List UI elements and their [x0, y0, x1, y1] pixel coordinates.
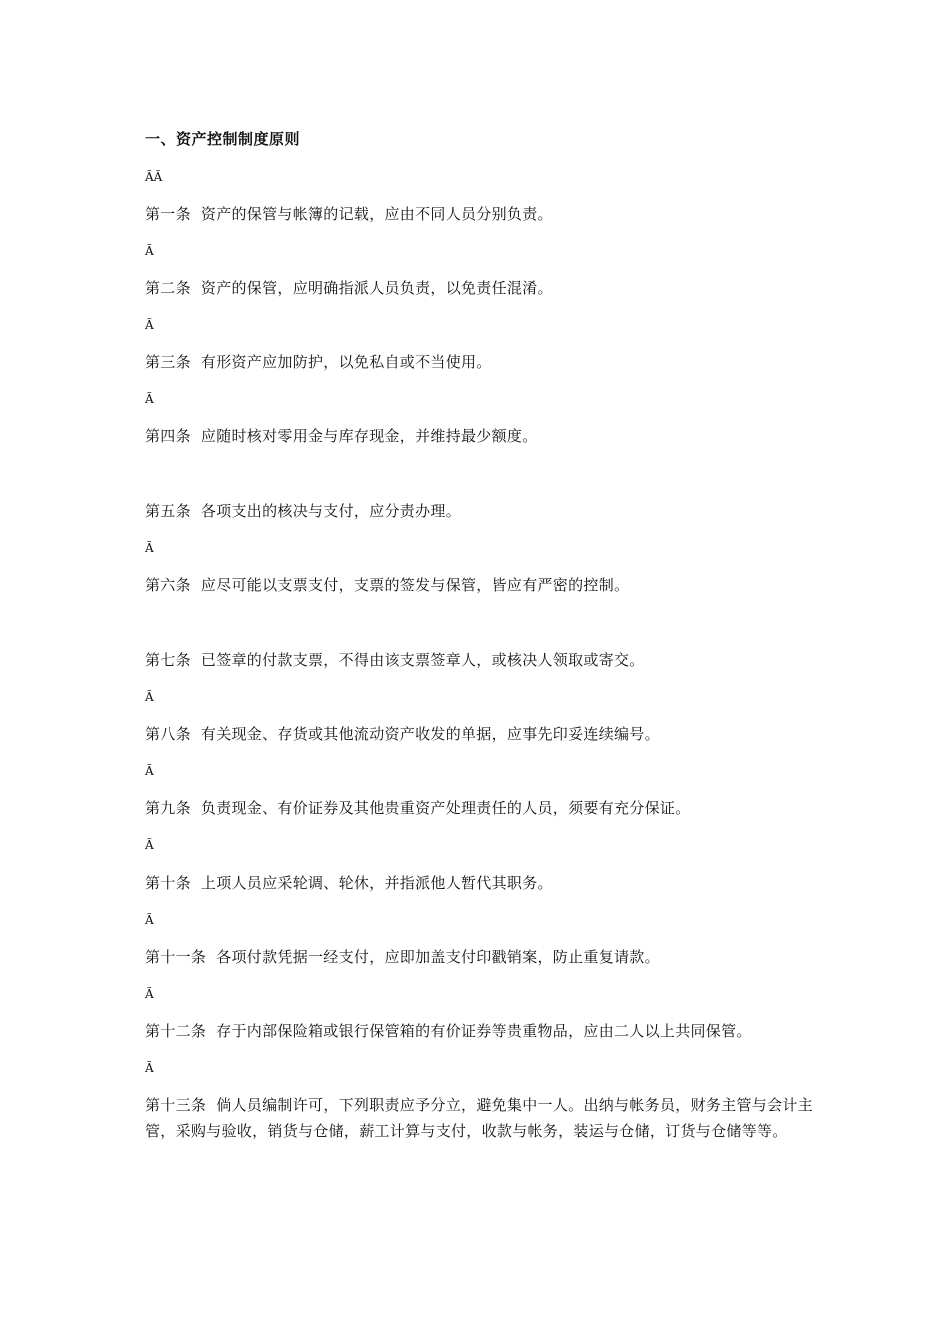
article-3: [145, 353, 492, 371]
article-text: 资产的保管，应明确指派人员负责，以免责任混淆。: [200, 279, 553, 297]
article-text: 存于内部保险箱或银行保管箱的有价证券等贵重物品，应由二人以上共同保管。: [216, 1022, 752, 1040]
article-text: 有形资产应加防护，以免私自或不当使用。: [200, 353, 492, 371]
article-text: 倘人员编制许可，下列职责应予分立，避免集中一人。出纳与帐务员，财务主管与会计主管，采购与验收，销货与仓储，薪工计算与支付，收款与帐务，装运与仓储，订货与仓储等等。: [145, 1096, 813, 1140]
encoding-marker: Ã: [145, 541, 154, 555]
encoding-marker: Ã: [145, 244, 154, 258]
article-number: 第一条: [145, 205, 191, 223]
article-number: 第六条: [145, 576, 191, 594]
encoding-marker: Ã: [145, 987, 154, 1001]
article-number: 第十条: [145, 874, 191, 892]
article-13: [145, 1092, 813, 1144]
encoding-marker: Ã: [145, 392, 154, 406]
encoding-marker: Ã: [145, 838, 154, 852]
encoding-marker: ÃÃ: [145, 170, 163, 184]
article-number: 第九条: [145, 799, 191, 817]
article-4: [145, 427, 538, 445]
encoding-marker: Ã: [145, 318, 154, 332]
encoding-marker: Ã: [145, 764, 154, 778]
article-text: 上项人员应采轮调、轮休，并指派他人暂代其职务。: [200, 874, 553, 892]
article-text: 已签章的付款支票，不得由该支票签章人，或核决人领取或寄交。: [200, 651, 645, 669]
encoding-marker: Ã: [145, 1061, 154, 1075]
article-text: 各项付款凭据一经支付，应即加盖支付印戳销案，防止重复请款。: [216, 948, 660, 966]
article-number: 第七条: [145, 651, 191, 669]
encoding-marker: Ã: [145, 913, 154, 927]
article-11: [145, 948, 660, 966]
article-number: 第十二条: [145, 1022, 207, 1040]
article-number: 第二条: [145, 279, 191, 297]
article-number: 第八条: [145, 725, 191, 743]
article-1: [145, 205, 553, 223]
article-number: 第十一条: [145, 948, 207, 966]
article-8: [145, 725, 660, 743]
article-number: 第五条: [145, 502, 191, 520]
article-9: [145, 799, 691, 817]
article-number: 第三条: [145, 353, 191, 371]
section-heading: 一、资产控制制度原则: [145, 130, 301, 148]
article-text: 有关现金、存货或其他流动资产收发的单据，应事先印妥连续编号。: [200, 725, 660, 743]
article-number: 第四条: [145, 427, 191, 445]
article-text: 负责现金、有价证券及其他贵重资产处理责任的人员，须要有充分保证。: [200, 799, 691, 817]
article-text: 各项支出的核决与支付，应分责办理。: [200, 502, 462, 520]
article-text: 应随时核对零用金与库存现金，并维持最少额度。: [200, 427, 538, 445]
article-text: 应尽可能以支票支付，支票的签发与保管，皆应有严密的控制。: [200, 576, 630, 594]
article-text: 资产的保管与帐簿的记载，应由不同人员分别负责。: [200, 205, 553, 223]
article-number: 第十三条: [145, 1096, 207, 1114]
article-12: [145, 1022, 752, 1040]
article-6: [145, 576, 629, 594]
article-2: [145, 279, 553, 297]
article-10: [145, 874, 553, 892]
article-5: [145, 502, 461, 520]
article-7: [145, 651, 645, 669]
encoding-marker: Ã: [145, 690, 154, 704]
